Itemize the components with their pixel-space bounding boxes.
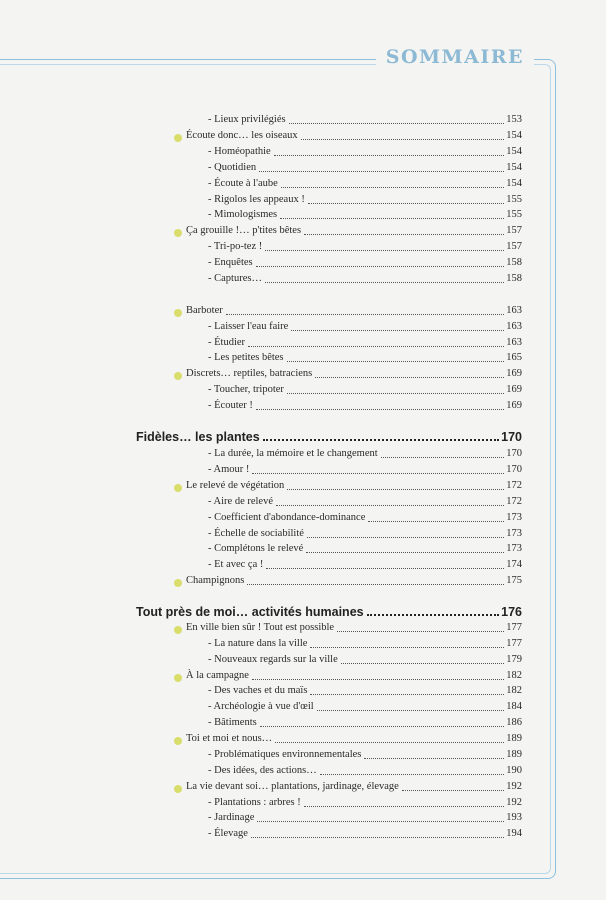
page-title: SOMMAIRE	[376, 46, 534, 68]
toc-subentry[interactable]: - Lieux privilégiés 153	[208, 114, 522, 125]
toc-subentry[interactable]: - Quotidien 154	[208, 162, 522, 173]
dot-leader	[251, 837, 504, 838]
toc-subentry[interactable]: - Des idées, des actions… 190	[208, 765, 522, 776]
dot-leader	[317, 710, 504, 711]
toc-subentry[interactable]: - Étudier 163	[208, 337, 522, 348]
dot-leader	[274, 155, 504, 156]
dot-leader	[315, 377, 504, 378]
dot-leader	[304, 234, 504, 235]
bullet-icon	[174, 134, 182, 142]
dot-leader	[247, 584, 504, 585]
dot-leader	[226, 314, 504, 315]
dot-leader	[280, 218, 504, 219]
toc-subentry[interactable]: - Homéopathie 154	[208, 146, 522, 157]
dot-leader	[252, 473, 504, 474]
toc-entry[interactable]: Écoute donc… les oiseaux 154	[174, 129, 522, 143]
dot-leader	[275, 742, 504, 743]
toc-subentry[interactable]: - Mimologismes 155	[208, 209, 522, 220]
dot-leader	[259, 171, 504, 172]
toc-entry[interactable]: Discrets… reptiles, batraciens 169	[174, 367, 522, 381]
dot-leader	[307, 537, 504, 538]
toc-subentry[interactable]: - Et avec ça ! 174	[208, 559, 522, 570]
toc-subentry[interactable]: - Problématiques environnementales 189	[208, 749, 522, 760]
dot-leader	[308, 203, 504, 204]
toc-subentry[interactable]: - Laisser l'eau faire 163	[208, 321, 522, 332]
dot-leader	[256, 409, 504, 410]
dot-leader	[289, 123, 504, 124]
dot-leader	[402, 790, 504, 791]
dot-leader	[337, 631, 504, 632]
toc-subentry[interactable]: - Captures… 158	[208, 273, 522, 284]
dot-leader	[306, 552, 504, 553]
dot-leader	[248, 346, 504, 347]
toc-subentry[interactable]: - Coefficient d'abondance-dominance 173	[208, 512, 522, 523]
toc-entry[interactable]: À la campagne 182	[174, 669, 522, 683]
toc-entry[interactable]: Champignons 175	[174, 574, 522, 588]
toc-subentry[interactable]: - Écouter ! 169	[208, 400, 522, 411]
dot-leader	[265, 282, 504, 283]
dot-leader	[265, 250, 504, 251]
toc-subentry[interactable]: - Jardinage 193	[208, 812, 522, 823]
bullet-icon	[174, 626, 182, 634]
toc-subentry[interactable]: - Écoute à l'aube 154	[208, 178, 522, 189]
toc-subentry[interactable]: - Amour ! 170	[208, 464, 522, 475]
toc-subentry[interactable]: - Enquêtes 158	[208, 257, 522, 268]
dot-leader	[304, 806, 504, 807]
toc-subentry[interactable]: - Élevage 194	[208, 828, 522, 839]
toc-subentry[interactable]: - Les petites bêtes 165	[208, 352, 522, 363]
dot-leader	[266, 568, 504, 569]
toc-entry[interactable]: Barboter 163	[174, 304, 522, 318]
toc-subentry[interactable]: - Tri-po-tez ! 157	[208, 241, 522, 252]
bullet-icon	[174, 372, 182, 380]
dot-leader	[263, 439, 499, 441]
dot-leader	[257, 821, 504, 822]
dot-leader	[310, 694, 504, 695]
dot-leader	[287, 393, 504, 394]
bullet-icon	[174, 737, 182, 745]
bullet-icon	[174, 579, 182, 587]
toc-subentry[interactable]: - Bâtiments 186	[208, 717, 522, 728]
dot-leader	[368, 521, 504, 522]
bullet-icon	[174, 229, 182, 237]
toc-subentry[interactable]: - La nature dans la ville 177	[208, 638, 522, 649]
dot-leader	[320, 774, 504, 775]
toc-entry[interactable]: Toi et moi et nous… 189	[174, 732, 522, 746]
toc-subentry[interactable]: - Échelle de sociabilité 173	[208, 528, 522, 539]
dot-leader	[364, 758, 504, 759]
dot-leader	[256, 266, 504, 267]
toc-subentry[interactable]: - Toucher, tripoter 169	[208, 384, 522, 395]
toc-subentry[interactable]: - Complétons le relevé 173	[208, 543, 522, 554]
toc-entry[interactable]: En ville bien sûr ! Tout est possible 177	[174, 621, 522, 635]
toc-section[interactable]: Tout près de moi… activités humaines 176	[136, 605, 522, 619]
toc-entry[interactable]: La vie devant soi… plantations, jardinage, élevage 192	[174, 780, 522, 794]
dot-leader	[367, 614, 500, 616]
dot-leader	[381, 457, 504, 458]
toc-subentry[interactable]: - Des vaches et du maïs 182	[208, 685, 522, 696]
bullet-icon	[174, 309, 182, 317]
dot-leader	[301, 139, 504, 140]
toc-subentry[interactable]: - Plantations : arbres ! 192	[208, 797, 522, 808]
dot-leader	[287, 361, 504, 362]
bullet-icon	[174, 785, 182, 793]
toc-subentry[interactable]: - Archéologie à vue d'œil 184	[208, 701, 522, 712]
toc-entry[interactable]: Ça grouille !… p'tites bêtes 157	[174, 224, 522, 238]
dot-leader	[291, 330, 504, 331]
toc-section[interactable]: Fidèles… les plantes 170	[136, 430, 522, 444]
dot-leader	[341, 663, 504, 664]
toc-entry[interactable]: Le relevé de végétation 172	[174, 479, 522, 493]
dot-leader	[287, 489, 504, 490]
toc-subentry[interactable]: - Rigolos les appeaux ! 155	[208, 194, 522, 205]
bullet-icon	[174, 674, 182, 682]
toc-subentry[interactable]: - Aire de relevé 172	[208, 496, 522, 507]
dot-leader	[260, 726, 504, 727]
dot-leader	[276, 505, 504, 506]
toc-subentry[interactable]: - Nouveaux regards sur la ville 179	[208, 654, 522, 665]
dot-leader	[310, 647, 504, 648]
toc-subentry[interactable]: - La durée, la mémoire et le changement 170	[208, 448, 522, 459]
dot-leader	[252, 679, 504, 680]
bullet-icon	[174, 484, 182, 492]
dot-leader	[281, 187, 504, 188]
